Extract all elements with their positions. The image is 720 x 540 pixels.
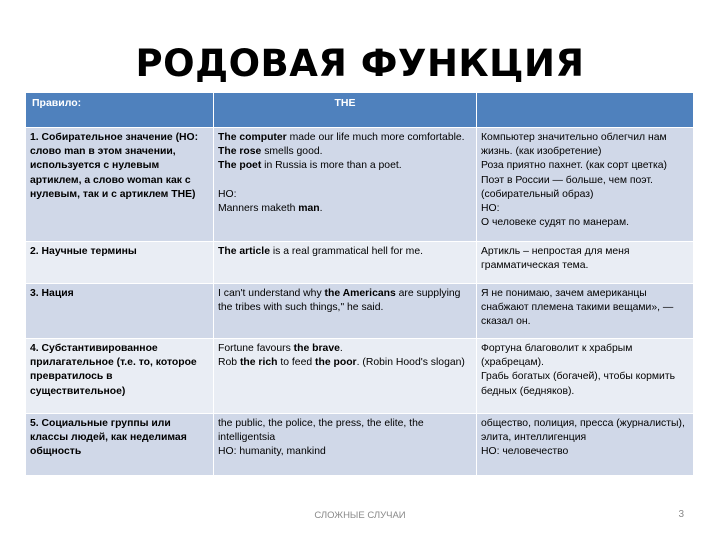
example-highlight: the Americans xyxy=(324,288,396,299)
example-text: I can't understand why xyxy=(218,288,325,299)
example-highlight: The poet xyxy=(218,160,262,172)
translation-cell xyxy=(477,284,694,339)
example-text: Fortune favours xyxy=(218,343,294,354)
example-text: Manners maketh xyxy=(218,202,299,214)
example-text: made our life much more comfortable. xyxy=(286,132,465,143)
rule-cell: 5. Социальные группы или классы людей, как неделимая общность xyxy=(26,414,214,476)
english-example-cell xyxy=(214,414,477,476)
english-example-cell xyxy=(214,284,477,339)
table-row xyxy=(26,414,694,476)
table-row xyxy=(26,339,694,414)
example-highlight: the brave xyxy=(293,343,340,354)
example-highlight: The rose xyxy=(218,146,262,158)
rule-cell: 1. Собирательное значение (НО: слово man в этом значении, используется с нулевым артиклем, а слово woman как с нулевым, так и с артиклем THE) xyxy=(26,128,214,242)
rule-cell: 3. Нация xyxy=(26,284,214,339)
translation-text: Роза приятно пахнет. (как сорт цветка) xyxy=(481,160,668,172)
translation-text: Поэт в России — больше, чем поэт. (собирательный образ) xyxy=(481,174,653,200)
english-example-cell xyxy=(214,242,477,284)
page-title: РОДОВАЯ ФУНКЦИЯ xyxy=(135,42,585,85)
example-text: to feed xyxy=(277,357,316,369)
translation-text: О человеке судят по манерам. xyxy=(481,217,629,229)
translation-cell xyxy=(477,128,694,242)
example-text: is a real grammatical hell for me. xyxy=(269,246,424,257)
example-text: НО: humanity, mankind xyxy=(218,446,326,458)
example-highlight: the rich xyxy=(239,357,278,369)
translation-text: НО: xyxy=(481,203,500,215)
rule-cell: 4. Субстантивированное прилагательное (т.е. то, которое превратилось в существительное) xyxy=(26,339,214,414)
example-text: smells good. xyxy=(261,146,323,158)
example-text: . xyxy=(319,202,323,214)
example-text: the public, the police, the press, the elite, the intelligentsia xyxy=(218,418,424,444)
translation-text: общество, полиция, пресса (журналисты), элита, интеллигенция xyxy=(481,418,685,444)
translation-text: Грабь богатых (богачей), чтобы кормить бедных (бедняков). xyxy=(481,371,676,397)
footer-label: СЛОЖНЫЕ СЛУЧАИ xyxy=(314,510,406,521)
translation-text: Компьютер значительно облегчил нам жизнь. (как изобретение) xyxy=(481,132,667,158)
translation-cell xyxy=(477,339,694,414)
header-translation xyxy=(477,93,694,128)
example-highlight: the poor xyxy=(315,357,357,369)
translation-text: Я не понимаю, зачем американцы снабжают племена такими вещами», — сказал он. xyxy=(481,288,674,328)
header-the: THE xyxy=(214,93,477,128)
example-text: НО: xyxy=(218,188,237,200)
table-header-row xyxy=(26,93,694,128)
table-row xyxy=(26,284,694,339)
table-row xyxy=(26,242,694,284)
rule-cell: 2. Научные термины xyxy=(26,242,214,284)
translation-text: НО: человечество xyxy=(481,446,569,458)
translation-cell xyxy=(477,414,694,476)
example-text: . xyxy=(339,343,343,354)
example-text: in Russia is more than a poet. xyxy=(261,160,402,172)
translation-text: Артикль – непростая для меня грамматическая тема. xyxy=(481,246,630,272)
english-example-cell xyxy=(214,128,477,242)
example-highlight: The article xyxy=(218,246,270,257)
translation-cell xyxy=(477,242,694,284)
example-text: Rob xyxy=(218,357,240,369)
example-text: . (Robin Hood's slogan) xyxy=(356,357,465,369)
translation-text: Фортуна благоволит к храбрым (храбрецам). xyxy=(481,343,633,369)
table-row xyxy=(26,128,694,242)
example-highlight: man xyxy=(298,202,320,214)
example-text: are supplying the tribes with such things," he said. xyxy=(218,288,461,314)
english-example-cell xyxy=(214,339,477,414)
example-highlight: The computer xyxy=(218,132,287,143)
header-rule: Правило: xyxy=(26,93,214,128)
rules-table xyxy=(25,92,694,476)
page-number: 3 xyxy=(678,509,684,520)
